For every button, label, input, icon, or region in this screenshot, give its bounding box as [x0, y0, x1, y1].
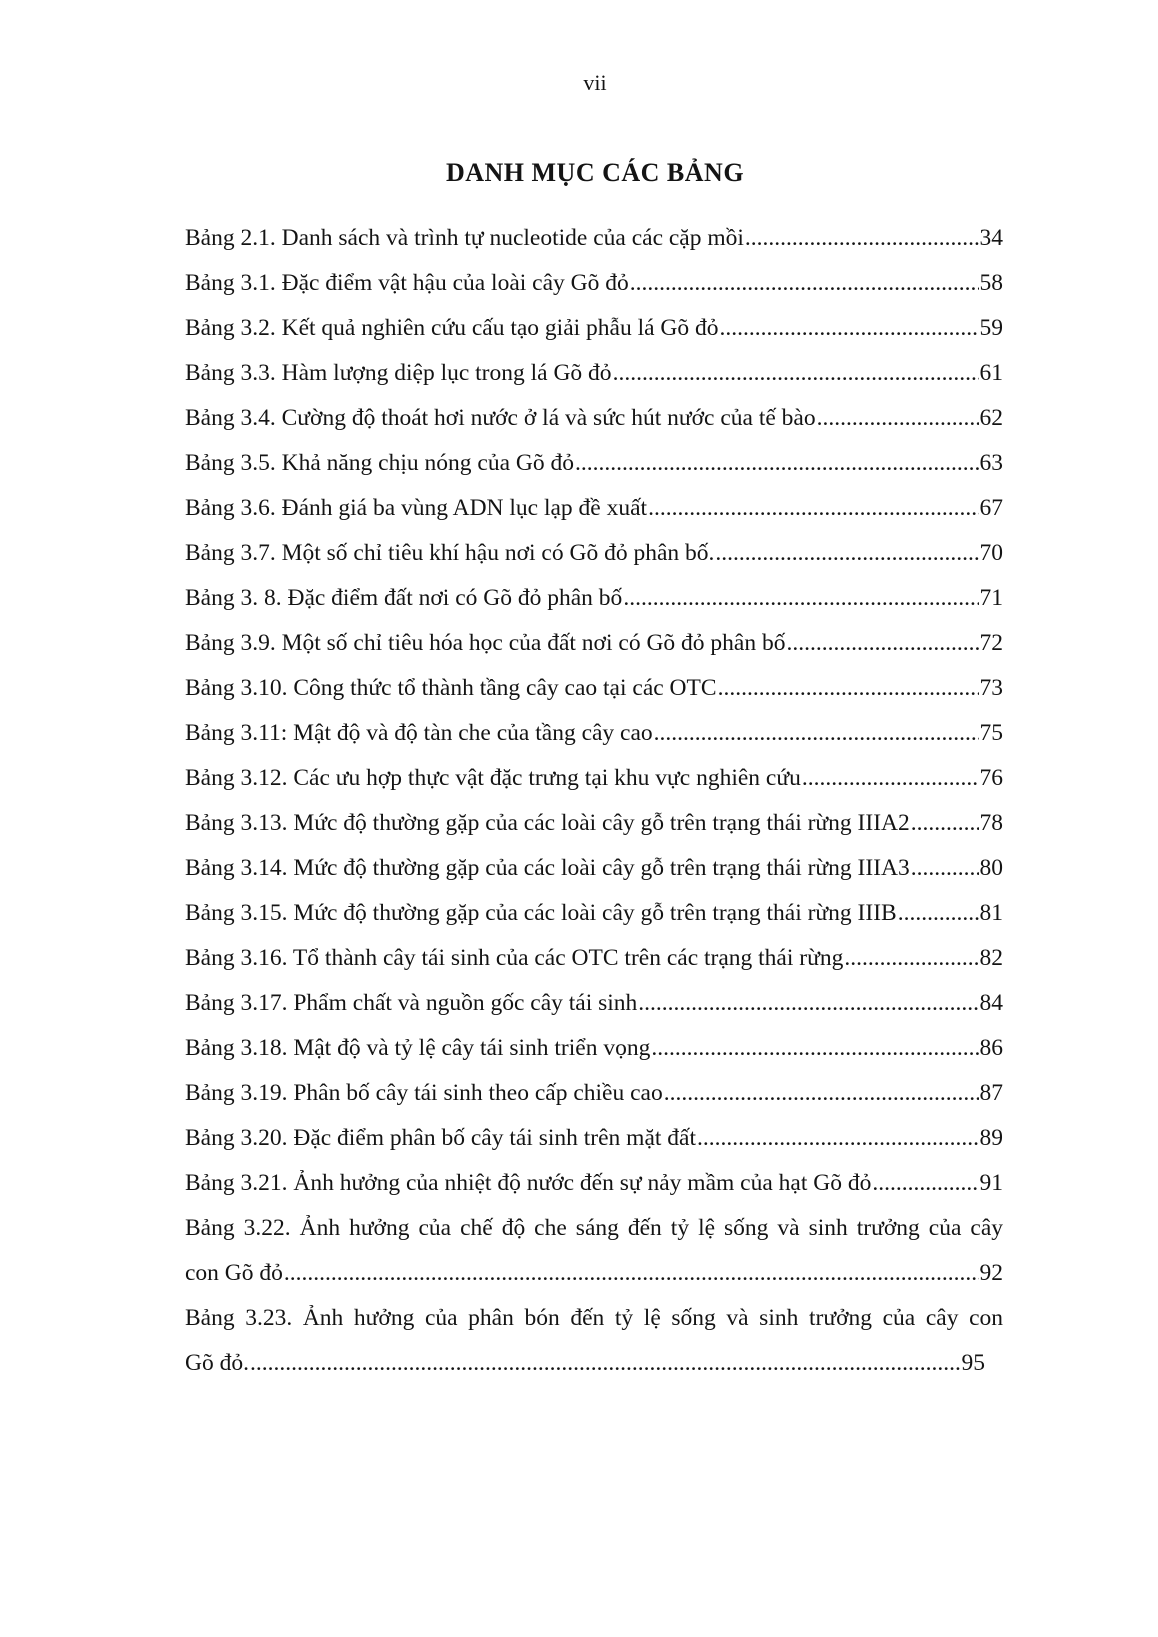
dot-leader — [250, 1341, 961, 1386]
toc-entry — [185, 756, 1003, 801]
toc-entry — [185, 261, 1003, 306]
dot-leader — [648, 486, 978, 531]
toc-entry-page: 71 — [979, 585, 1003, 611]
dot-leader — [664, 1071, 979, 1116]
toc-entry-page: 75 — [979, 720, 1003, 746]
toc-entry-page: 81 — [979, 900, 1003, 926]
dot-leader — [802, 756, 979, 801]
dot-leader — [844, 936, 978, 981]
toc-entry-page: 63 — [979, 450, 1003, 476]
dot-leader — [786, 621, 978, 666]
toc-entry — [185, 1161, 1003, 1206]
toc-entry — [185, 306, 1003, 351]
toc-entry-text: Bảng 3.6. Đánh giá ba vùng ADN lục lạp đề xuất — [185, 495, 648, 521]
dot-leader — [718, 666, 979, 711]
toc-entry-text: Bảng 3.1. Đặc điểm vật hậu của loài cây Gõ đỏ — [185, 270, 629, 296]
toc-entry-text: Bảng 3.2. Kết quả nghiên cứu cấu tạo giải phẫu lá Gõ đỏ — [185, 315, 719, 341]
toc-entry-page: 91 — [979, 1170, 1003, 1196]
toc-entry — [185, 1116, 1003, 1161]
toc-entry-page: 73 — [979, 675, 1003, 701]
toc-entry-text: Bảng 3.23. Ảnh hưởng của phân bón đến tỷ lệ sống và sinh trưởng của cây con — [185, 1305, 1003, 1331]
toc-entry-text-continued: Gõ đỏ. — [185, 1350, 249, 1376]
toc-entry-page: 59 — [979, 315, 1003, 341]
toc-entry — [185, 216, 1003, 261]
toc-entry — [185, 846, 1003, 891]
dot-leader — [284, 1251, 979, 1296]
toc-entry-page: 80 — [979, 855, 1003, 881]
dot-leader — [623, 576, 978, 621]
toc-entry — [185, 621, 1003, 666]
toc-entry-text: Bảng 3.7. Một số chỉ tiêu khí hậu nơi có Gõ đỏ phân bố. — [185, 540, 715, 566]
toc-entry — [185, 576, 1003, 621]
table-list — [185, 216, 1003, 1386]
toc-entry — [185, 351, 1003, 396]
dot-leader — [745, 216, 979, 261]
toc-entry-3-22 — [185, 1206, 1003, 1296]
page-number: vii — [583, 70, 607, 95]
toc-entry-text: Bảng 3.14. Mức độ thường gặp của các loài cây gỗ trên trạng thái rừng IIIA3 — [185, 855, 910, 881]
toc-entry-text: Bảng 3.16. Tổ thành cây tái sinh của các OTC trên các trạng thái rừng — [185, 945, 844, 971]
toc-entry — [185, 531, 1003, 576]
toc-entry-text: Bảng 3.17. Phẩm chất và nguồn gốc cây tái sinh — [185, 990, 638, 1016]
toc-entry-text: Bảng 3. 8. Đặc điểm đất nơi có Gõ đỏ phân bố — [185, 585, 623, 611]
dot-leader — [651, 1026, 978, 1071]
toc-entry-text: Bảng 3.3. Hàm lượng diệp lục trong lá Gõ đỏ — [185, 360, 612, 386]
dot-leader — [654, 711, 979, 756]
toc-entry-page: 86 — [979, 1035, 1003, 1061]
dot-leader — [697, 1116, 979, 1161]
toc-entry-3-23 — [185, 1296, 1003, 1386]
dot-leader — [911, 846, 979, 891]
toc-entry — [185, 666, 1003, 711]
toc-entry — [185, 441, 1003, 486]
toc-entry-page: 62 — [979, 405, 1003, 431]
toc-entry-text: Bảng 2.1. Danh sách và trình tự nucleotide của các cặp mồi — [185, 225, 744, 251]
dot-leader — [898, 891, 979, 936]
dot-leader — [575, 441, 979, 486]
toc-entry-text: Bảng 3.20. Đặc điểm phân bố cây tái sinh trên mặt đất — [185, 1125, 696, 1151]
toc-entry-page: 76 — [979, 765, 1003, 791]
toc-entry-text: Bảng 3.10. Công thức tổ thành tầng cây cao tại các OTC — [185, 675, 717, 701]
toc-entry-text: Bảng 3.4. Cường độ thoát hơi nước ở lá và sức hút nước của tế bào — [185, 405, 816, 431]
toc-entry-page: 70 — [979, 540, 1003, 566]
dot-leader — [720, 306, 979, 351]
toc-entry-text-continued: con Gõ đỏ — [185, 1260, 283, 1286]
dot-leader — [817, 396, 979, 441]
dot-leader — [911, 801, 979, 846]
dot-leader — [638, 981, 978, 1026]
toc-entry — [185, 396, 1003, 441]
toc-entry-text: Bảng 3.9. Một số chỉ tiêu hóa học của đất nơi có Gõ đỏ phân bố — [185, 630, 786, 656]
dot-leader — [613, 351, 979, 396]
toc-entry-page: 34 — [979, 225, 1003, 251]
toc-entry-text: Bảng 3.13. Mức độ thường gặp của các loài cây gỗ trên trạng thái rừng IIIA2 — [185, 810, 910, 836]
toc-entry-page: 95 — [961, 1350, 985, 1376]
toc-entry-text: Bảng 3.18. Mật độ và tỷ lệ cây tái sinh triển vọng — [185, 1035, 651, 1061]
toc-entry-page: 87 — [979, 1080, 1003, 1106]
dot-leader — [630, 261, 979, 306]
dot-leader — [872, 1161, 978, 1206]
toc-entry-page: 72 — [979, 630, 1003, 656]
toc-entry-text: Bảng 3.21. Ảnh hưởng của nhiệt độ nước đến sự nảy mầm của hạt Gõ đỏ — [185, 1170, 872, 1196]
toc-entry — [185, 936, 1003, 981]
toc-entry — [185, 801, 1003, 846]
page-title: DANH MỤC CÁC BẢNG — [445, 158, 745, 187]
toc-entry-page: 84 — [979, 990, 1003, 1016]
toc-entry — [185, 711, 1003, 756]
toc-entry — [185, 1026, 1003, 1071]
toc-entry-text: Bảng 3.22. Ảnh hưởng của chế độ che sáng đến tỷ lệ sống và sinh trưởng của cây — [185, 1215, 1003, 1241]
dot-leader — [715, 531, 978, 576]
toc-entry-text: Bảng 3.11: Mật độ và độ tàn che của tầng cây cao — [185, 720, 653, 746]
toc-entry-text: Bảng 3.12. Các ưu hợp thực vật đặc trưng tại khu vực nghiên cứu — [185, 765, 801, 791]
toc-entry — [185, 981, 1003, 1026]
toc-entry — [185, 891, 1003, 936]
toc-entry-page: 67 — [979, 495, 1003, 521]
toc-entry-page: 78 — [979, 810, 1003, 836]
toc-entry-page: 89 — [979, 1125, 1003, 1151]
toc-entry — [185, 1071, 1003, 1116]
toc-entry-page: 58 — [979, 270, 1003, 296]
toc-entry-text: Bảng 3.5. Khả năng chịu nóng của Gõ đỏ — [185, 450, 574, 476]
toc-entry — [185, 486, 1003, 531]
toc-entry-page: 82 — [979, 945, 1003, 971]
toc-entry-text: Bảng 3.19. Phân bố cây tái sinh theo cấp chiều cao — [185, 1080, 663, 1106]
toc-entry-page: 92 — [979, 1260, 1003, 1286]
toc-entry-text: Bảng 3.15. Mức độ thường gặp của các loài cây gỗ trên trạng thái rừng IIIB — [185, 900, 897, 926]
toc-entry-page: 61 — [979, 360, 1003, 386]
